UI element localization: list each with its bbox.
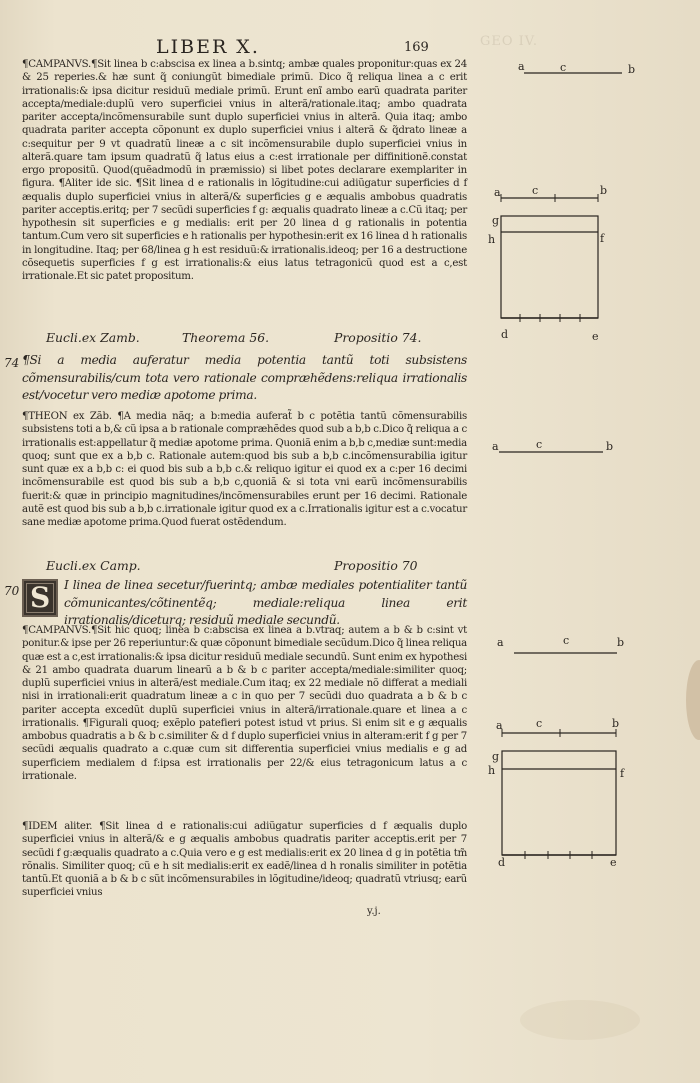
point-label-b: b [612,717,620,730]
point-label-c: c [532,184,539,197]
campanus-commentary-paragraph: ¶CAMPANVS.¶Sit linea b c:abscisa ex linea a b.sintq; ambæ quales proponitur:quas ex 24 & 25 reperies.& hæ sunt q̃ coniungũt bimediale primũ. Dico q̃ reliqua linea a c erit irrationalis:& ipsa dicitur residuũ mediale primũ. Erunt enĩ ambo earũ quadrata pariter accepta/mediale:duplũ vero superficiei vnius in alterã/rationale.itaq; ambo quadrata pariter accepta/incõmensurabile sunt duplo superficiei vnius in alterã. Quia itaq; ambo quadrata pariter accepta cõponunt ex duplo superficiei vnius i alterã & q̃drato lineæ a c:sequitur per 9 vt quadratũ lineæ a c sit incõmensurabile duplo superficiei vnius in alterã.quare tam ipsum quadratũ q̃ latus eius a c:est irrationale per diffinitionẽ.constat ergo propositũ. Quod(quẽadmodũ in præmissio) si libet potes declarare exemplariter in figura. ¶Aliter ide sic. ¶Sit linea d e rationalis in lõgitudine:cui adiũgatur superficies d f æqualis duplo superficiei vnius in alterã/& superficies g e æqualis ambobus quadratis pariter acceptis.eritq; per 7 secũdi superficies f g: æqualis quadrato lineæ a c.Cũ itaq; per hypothesin sit superficies e g medialis: erit per 20 linea d g rationalis in potentia tantum.Cum vero sit superficies e h rationalis per hypothesin:erit ex 16 linea d h rationalis in longitudine. Itaq; per 68/linea g h est residuũ:& irrationalis.ideoq; per 16 a destructione cõsequetis superficies f g est irrationalis:& eius latus tetragonicũ quod est a c,est irrationale.Et sic patet propositum. [22,59,467,282]
point-label-e: e [592,330,599,343]
signature-mark: y.j. [367,906,381,917]
rectangle-outline [502,751,616,855]
rectangle-outline [501,216,598,318]
point-label-b: b [628,63,636,76]
point-label-d: d [501,328,509,341]
point-label-g: g [492,750,500,763]
point-label-e: e [610,856,617,869]
proposition-statement-70 [22,577,467,630]
proposition-text: I linea de linea secetur/fuerintq; ambæ mediales potentialiter tantũ cõmunicantes/cõtinentẽq; mediale:reliqua linea erit irrationalis/diceturq; residuũ mediale secundũ. [64,578,467,628]
point-label-c: c [560,61,567,74]
point-label-a: a [518,60,525,73]
point-label-c: c [536,438,543,451]
margin-number: 70 [4,584,20,598]
running-title: LIBER X. [156,36,260,58]
diagram-column [470,0,700,1083]
geometric-diagrams [470,0,700,1083]
point-label-f: f [600,232,605,245]
heading-proposition: Propositio 74. [334,330,422,345]
rectangle-diagram-1 [488,184,607,343]
bleed-through-text: GEO IV. [480,34,539,49]
theon-commentary-paragraph: ¶THEON ex Zãb. ¶A media nãq; a b:media auferat̃ b c potẽtia tantũ cõmensurabilis subsistens toti a b,& cũ ipsa a b rationale compræhẽdes quod sub a b,b c.Dico q̃ reliqua a c irrationalis est:appellatur q̃ mediæ apotome prima. Quoniã enim a b,b c,mediæ sunt:media quoq; sunt que ex a b,b c. Rationale autem:quod bis sub a b,b c.incõmensurabilia igitur sunt quæ ex a b,b c: ei quod bis sub a b,b c.& reliquo igitur ei quod ex a c:per 16 decimi incõmensurabile est quod bis sub a b,b c,quoniã & si tota vni earũ incõmensurabilis fuerit:& quæ in principio magnitudines/incõmensurabiles erunt per 16 decimi. Rationale autẽ est quod bis sub a b,b c.irrationale igitur quod ex a c.Irrationalis igitur est a c.vocatur sane mediæ apotome prima.Quod fuerat ostẽdendum. [22,411,467,528]
campanus-commentary-paragraph-2: ¶CAMPANVS.¶Sit hic quoq; linea b c:abscisa ex linea a b.vtraq; autem a b & b c:sint vt ponitur.& ipse per 26 reperiuntur:& quæ cõponunt bimediale secũdum.Dico q̃ linea reliqua quæ est a c,est irrationalis:& ipsa dicitur residuũ mediale secundũ. Sunt enim ex hypothesi & 21 ambo quadrata duarum linearũ a b & b c pariter accepta/mediale:similiter quoq; duplũ superficiei vnius in alterã/est mediale.Cum itaq; ex 22 mediale nõ differat a mediali nisi in irrationali:erit quadratum lineæ a c in quo per 7 secũdi duo quadrata a b & b c pariter accepta excedũt duplũ superficiei vnius in alterã/irrationale.quare et linea a c irrationalis. ¶Figurali quoq; exẽplo patefieri potest istud vt prius. Si enim sit e g æqualis ambobus quadratis a b & b c.similiter & d f duplo superficiei vnius in alteram:erit f g per 7 secũdi æqualis quadrato a c.quæ cum sit differentia superficiei vnius medialis e g ad superficiem medialem d f:ipsa est irrationalis per 22/& eius tetragonicum latus a c irrationale. [22,625,467,782]
drop-cap-initial: S [22,579,58,617]
line-diagram-2 [492,438,613,453]
line-diagram-1 [518,60,635,76]
point-label-a: a [496,719,503,732]
heading-source: Eucli.ex Zamb. [46,330,140,345]
point-label-a: a [497,636,504,649]
heading-source: Eucli.ex Camp. [46,558,141,573]
paper-stain [520,1000,640,1040]
idem-aliter-paragraph: ¶IDEM aliter. ¶Sit linea d e rationalis:cui adiũgatur superficies d f æqualis duplo superficiei vnius in alterã/& e g æqualis ambobus quadratis pariter acceptis.erit per 7 secũdi f g:æqualis quadrato a c.Quia vero e g est medialis:erit ex 20 linea d g in potẽtia tm̃ rõnalis. Similiter quoq; cũ e h sit medialis:erit ex eadẽ/linea d h ronalis similiter in potẽtia tantũ.Et quoniã a b & b c sũt incõmensurabiles in lõgitudine/ideoq; quadratũ vtriusq; earũ superficiei vnius [22,821,467,899]
point-label-b: b [617,636,625,649]
point-label-d: d [498,856,506,869]
line-diagram-3 [497,634,624,653]
point-label-c: c [536,717,543,730]
heading-proposition: Propositio 70 [334,558,418,573]
point-label-g: g [492,214,500,227]
point-label-c: c [563,634,570,647]
point-label-h: h [488,233,496,246]
heading-theorem: Theorema 56. [182,330,270,345]
point-label-a: a [494,186,501,199]
point-label-f: f [620,767,625,780]
point-label-h: h [488,764,496,777]
point-label-b: b [606,440,614,453]
rectangle-diagram-2 [488,717,625,869]
proposition-statement-74: ¶Si a media auferatur media potentia tantũ toti subsistens cõmensurabilis/cum tota vero rationale compræhẽdens:reliqua irrationalis est/vocetur vero mediæ apotome prima. [22,353,467,403]
margin-number: 74 [4,356,20,370]
point-label-b: b [600,184,608,197]
point-label-a: a [492,440,499,453]
page-number: 169 [404,40,429,55]
